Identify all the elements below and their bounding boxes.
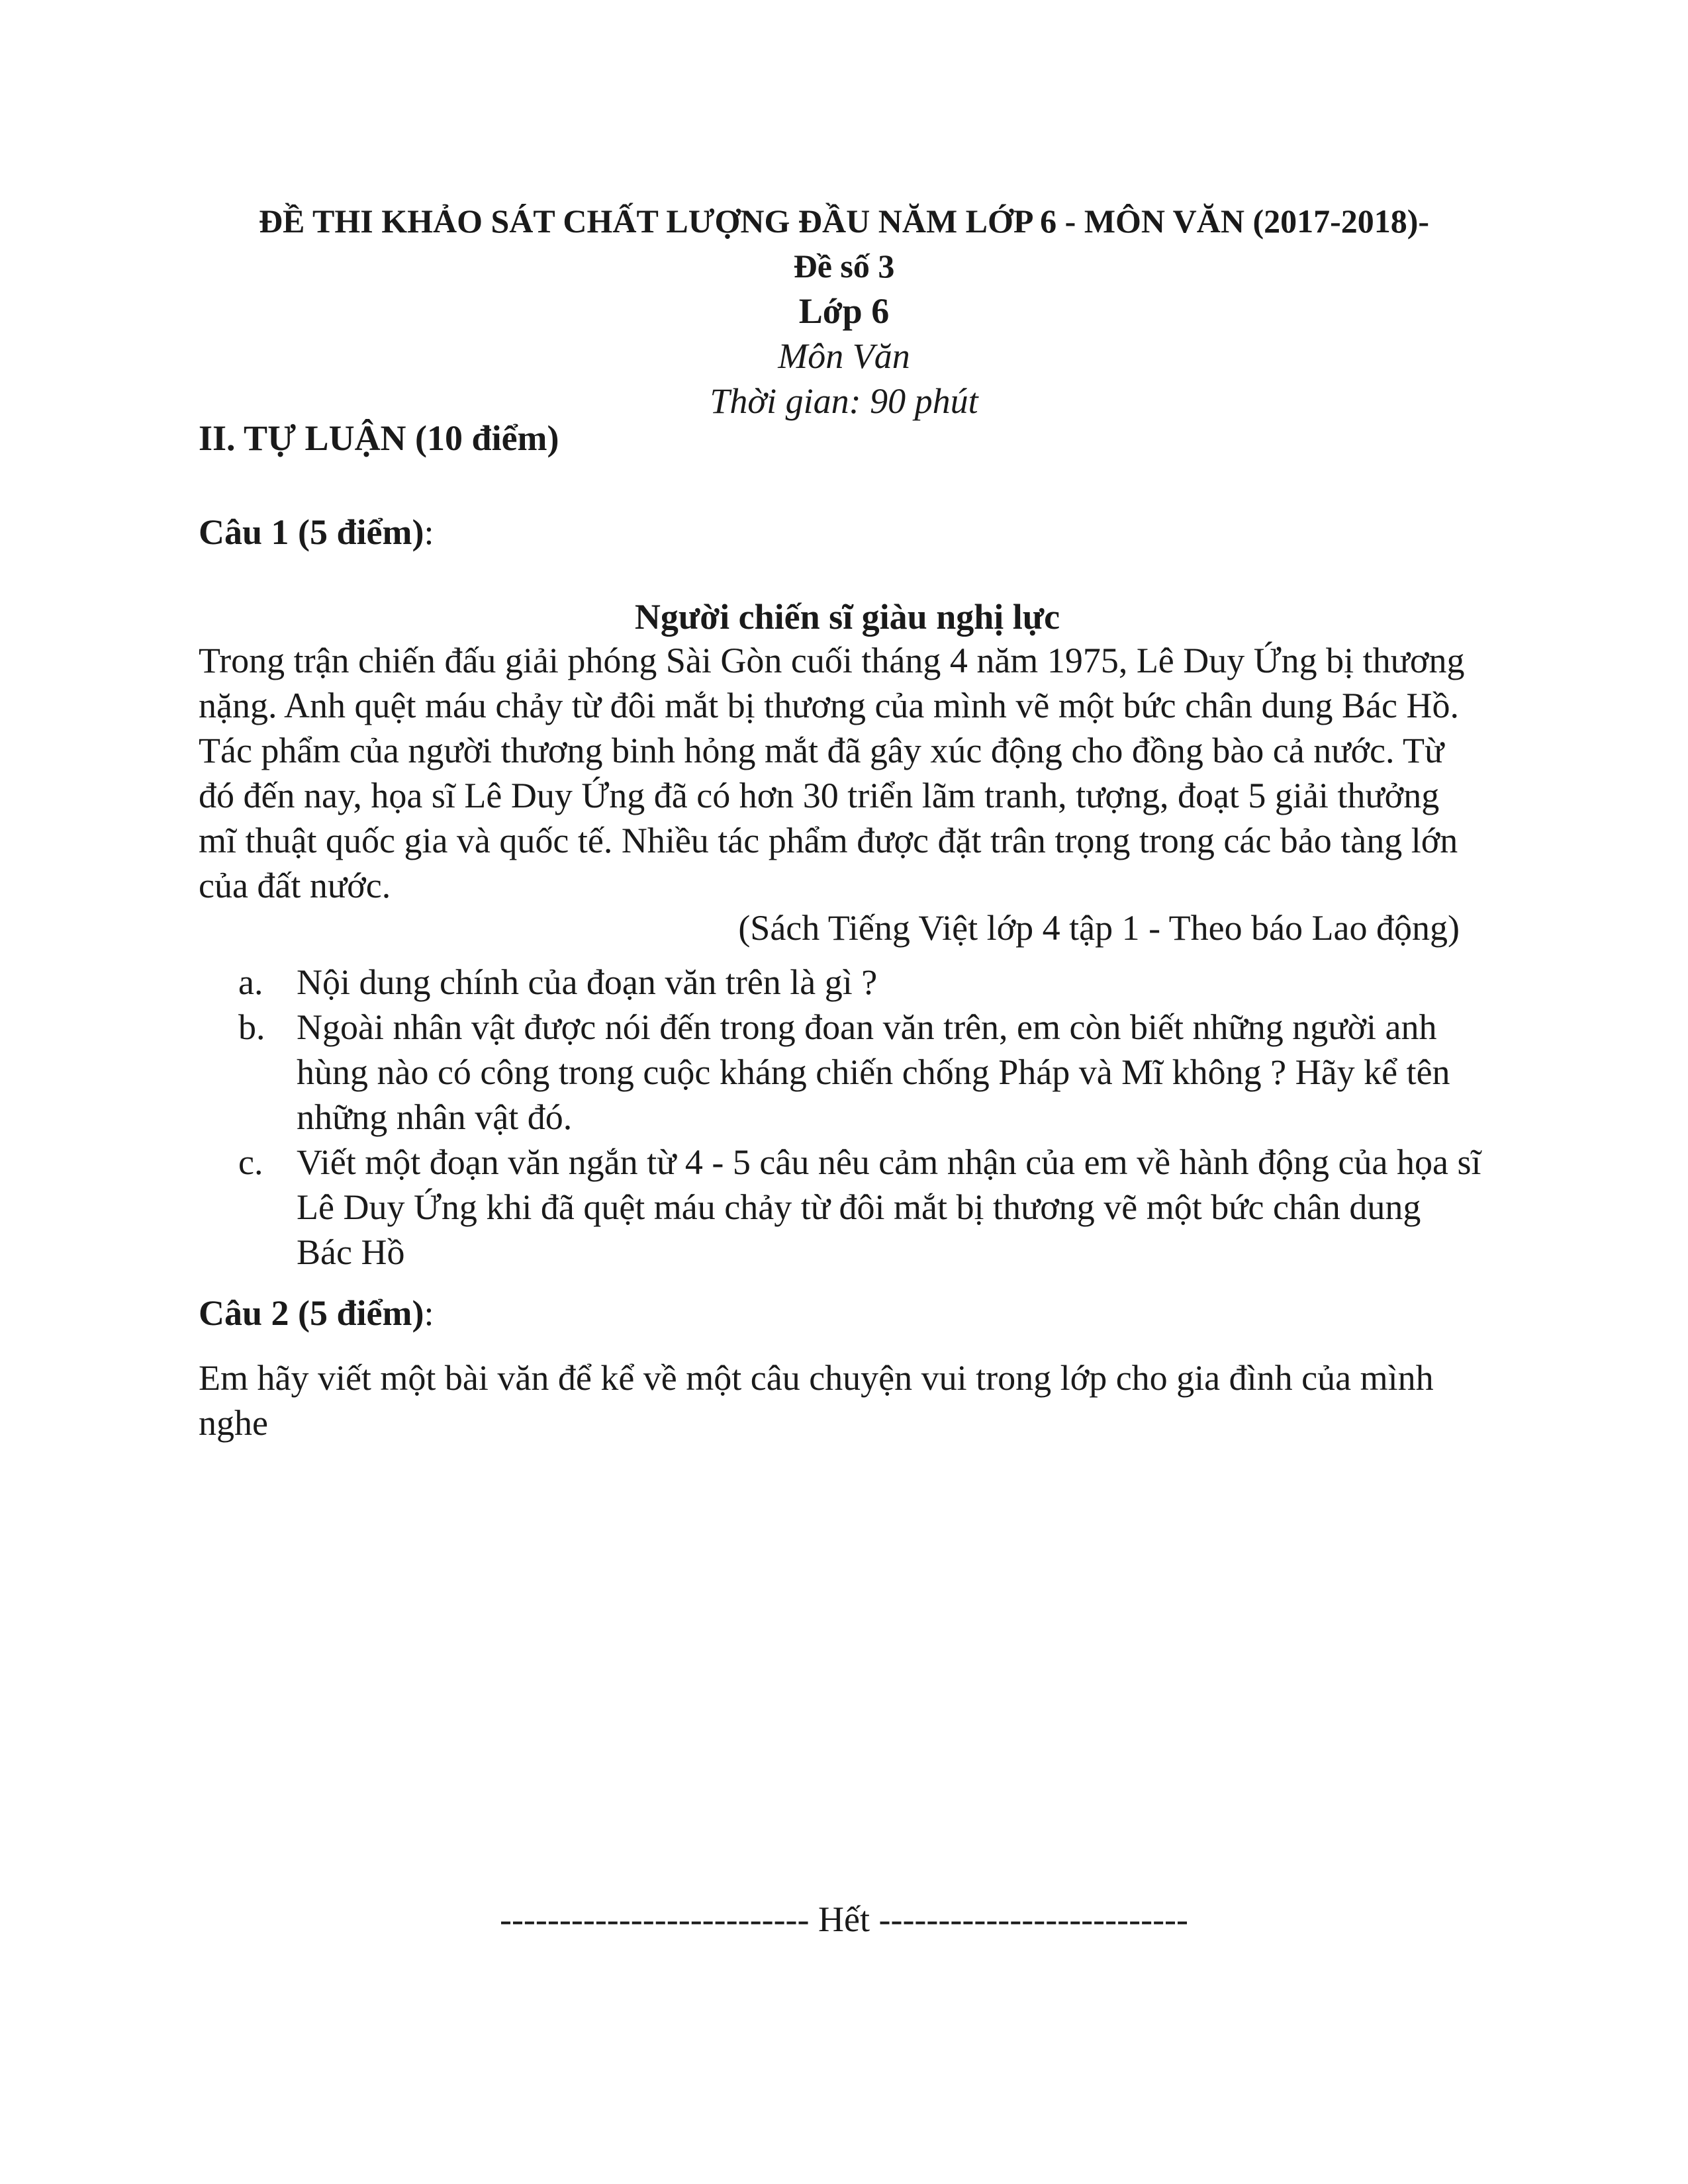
question2-heading bbox=[199, 1291, 1496, 1336]
subquestion-marker: a. bbox=[238, 962, 263, 1002]
subquestion-b bbox=[238, 1005, 1483, 1140]
exam-subject: Môn Văn bbox=[778, 336, 910, 376]
question2-label: Câu 2 (5 điểm) bbox=[199, 1293, 424, 1333]
question1-colon: : bbox=[424, 512, 434, 552]
exam-title-line2: Đề số 3 bbox=[793, 248, 895, 285]
question1-heading bbox=[199, 510, 1496, 555]
exam-duration: Thời gian: 90 phút bbox=[710, 381, 978, 421]
question2-text: Em hãy viết một bài văn để kể về một câu chuyện vui trong lớp cho gia đình của mình nghe bbox=[199, 1358, 1434, 1443]
section-heading: II. TỰ LUẬN (10 điểm) bbox=[199, 418, 559, 458]
question2-colon: : bbox=[424, 1293, 434, 1333]
subquestion-c bbox=[238, 1140, 1483, 1275]
story-title: Người chiến sĩ giàu nghị lực bbox=[634, 597, 1060, 637]
exam-title-line1: ĐỀ THI KHẢO SÁT CHẤT LƯỢNG ĐẦU NĂM LỚP 6 - MÔN VĂN (2017-2018)- bbox=[258, 203, 1430, 240]
end-marker: -------------------------- Hết -------------------------- bbox=[499, 1899, 1189, 1939]
subquestion-a bbox=[238, 960, 1483, 1005]
subquestion-text: Viết một đoạn văn ngắn từ 4 - 5 câu nêu cảm nhận của em về hành động của họa sĩ Lê Duy Ứng khi đã quệt máu chảy từ đôi mắt bị thương vẽ một bức chân dung Bác Hồ bbox=[297, 1142, 1481, 1272]
story-text: Trong trận chiến đấu giải phóng Sài Gòn cuối tháng 4 năm 1975, Lê Duy Ứng bị thương nặng. Anh quệt máu chảy từ đôi mắt bị thương của mình vẽ một bức chân dung Bác Hồ. Tác phẩm của người thương binh hỏng mắt đã gây xúc động cho đồng bào cả nước. Từ đó đến nay, họa sĩ Lê Duy Ứng đã có hơn 30 triển lãm tranh, tượng, đoạt 5 giải thưởng mĩ thuật quốc gia và quốc tế. Nhiều tác phẩm được đặt trân trọng trong các bảo tàng lớn của đất nước. bbox=[199, 641, 1465, 905]
story-source: (Sách Tiếng Việt lớp 4 tập 1 - Theo báo Lao động) bbox=[738, 908, 1460, 948]
subquestion-marker: c. bbox=[238, 1142, 263, 1182]
question1-label: Câu 1 (5 điểm) bbox=[199, 512, 424, 552]
subquestion-text: Ngoài nhân vật được nói đến trong đoan văn trên, em còn biết những người anh hùng nào có công trong cuộc kháng chiến chống Pháp và Mĩ không ? Hãy kể tên những nhân vật đó. bbox=[297, 1007, 1450, 1137]
exam-header bbox=[199, 199, 1489, 424]
question1-subquestions bbox=[238, 960, 1483, 1275]
subquestion-text: Nội dung chính của đoạn văn trên là gì ? bbox=[297, 962, 878, 1002]
subquestion-marker: b. bbox=[238, 1007, 265, 1047]
exam-grade: Lớp 6 bbox=[798, 291, 890, 331]
